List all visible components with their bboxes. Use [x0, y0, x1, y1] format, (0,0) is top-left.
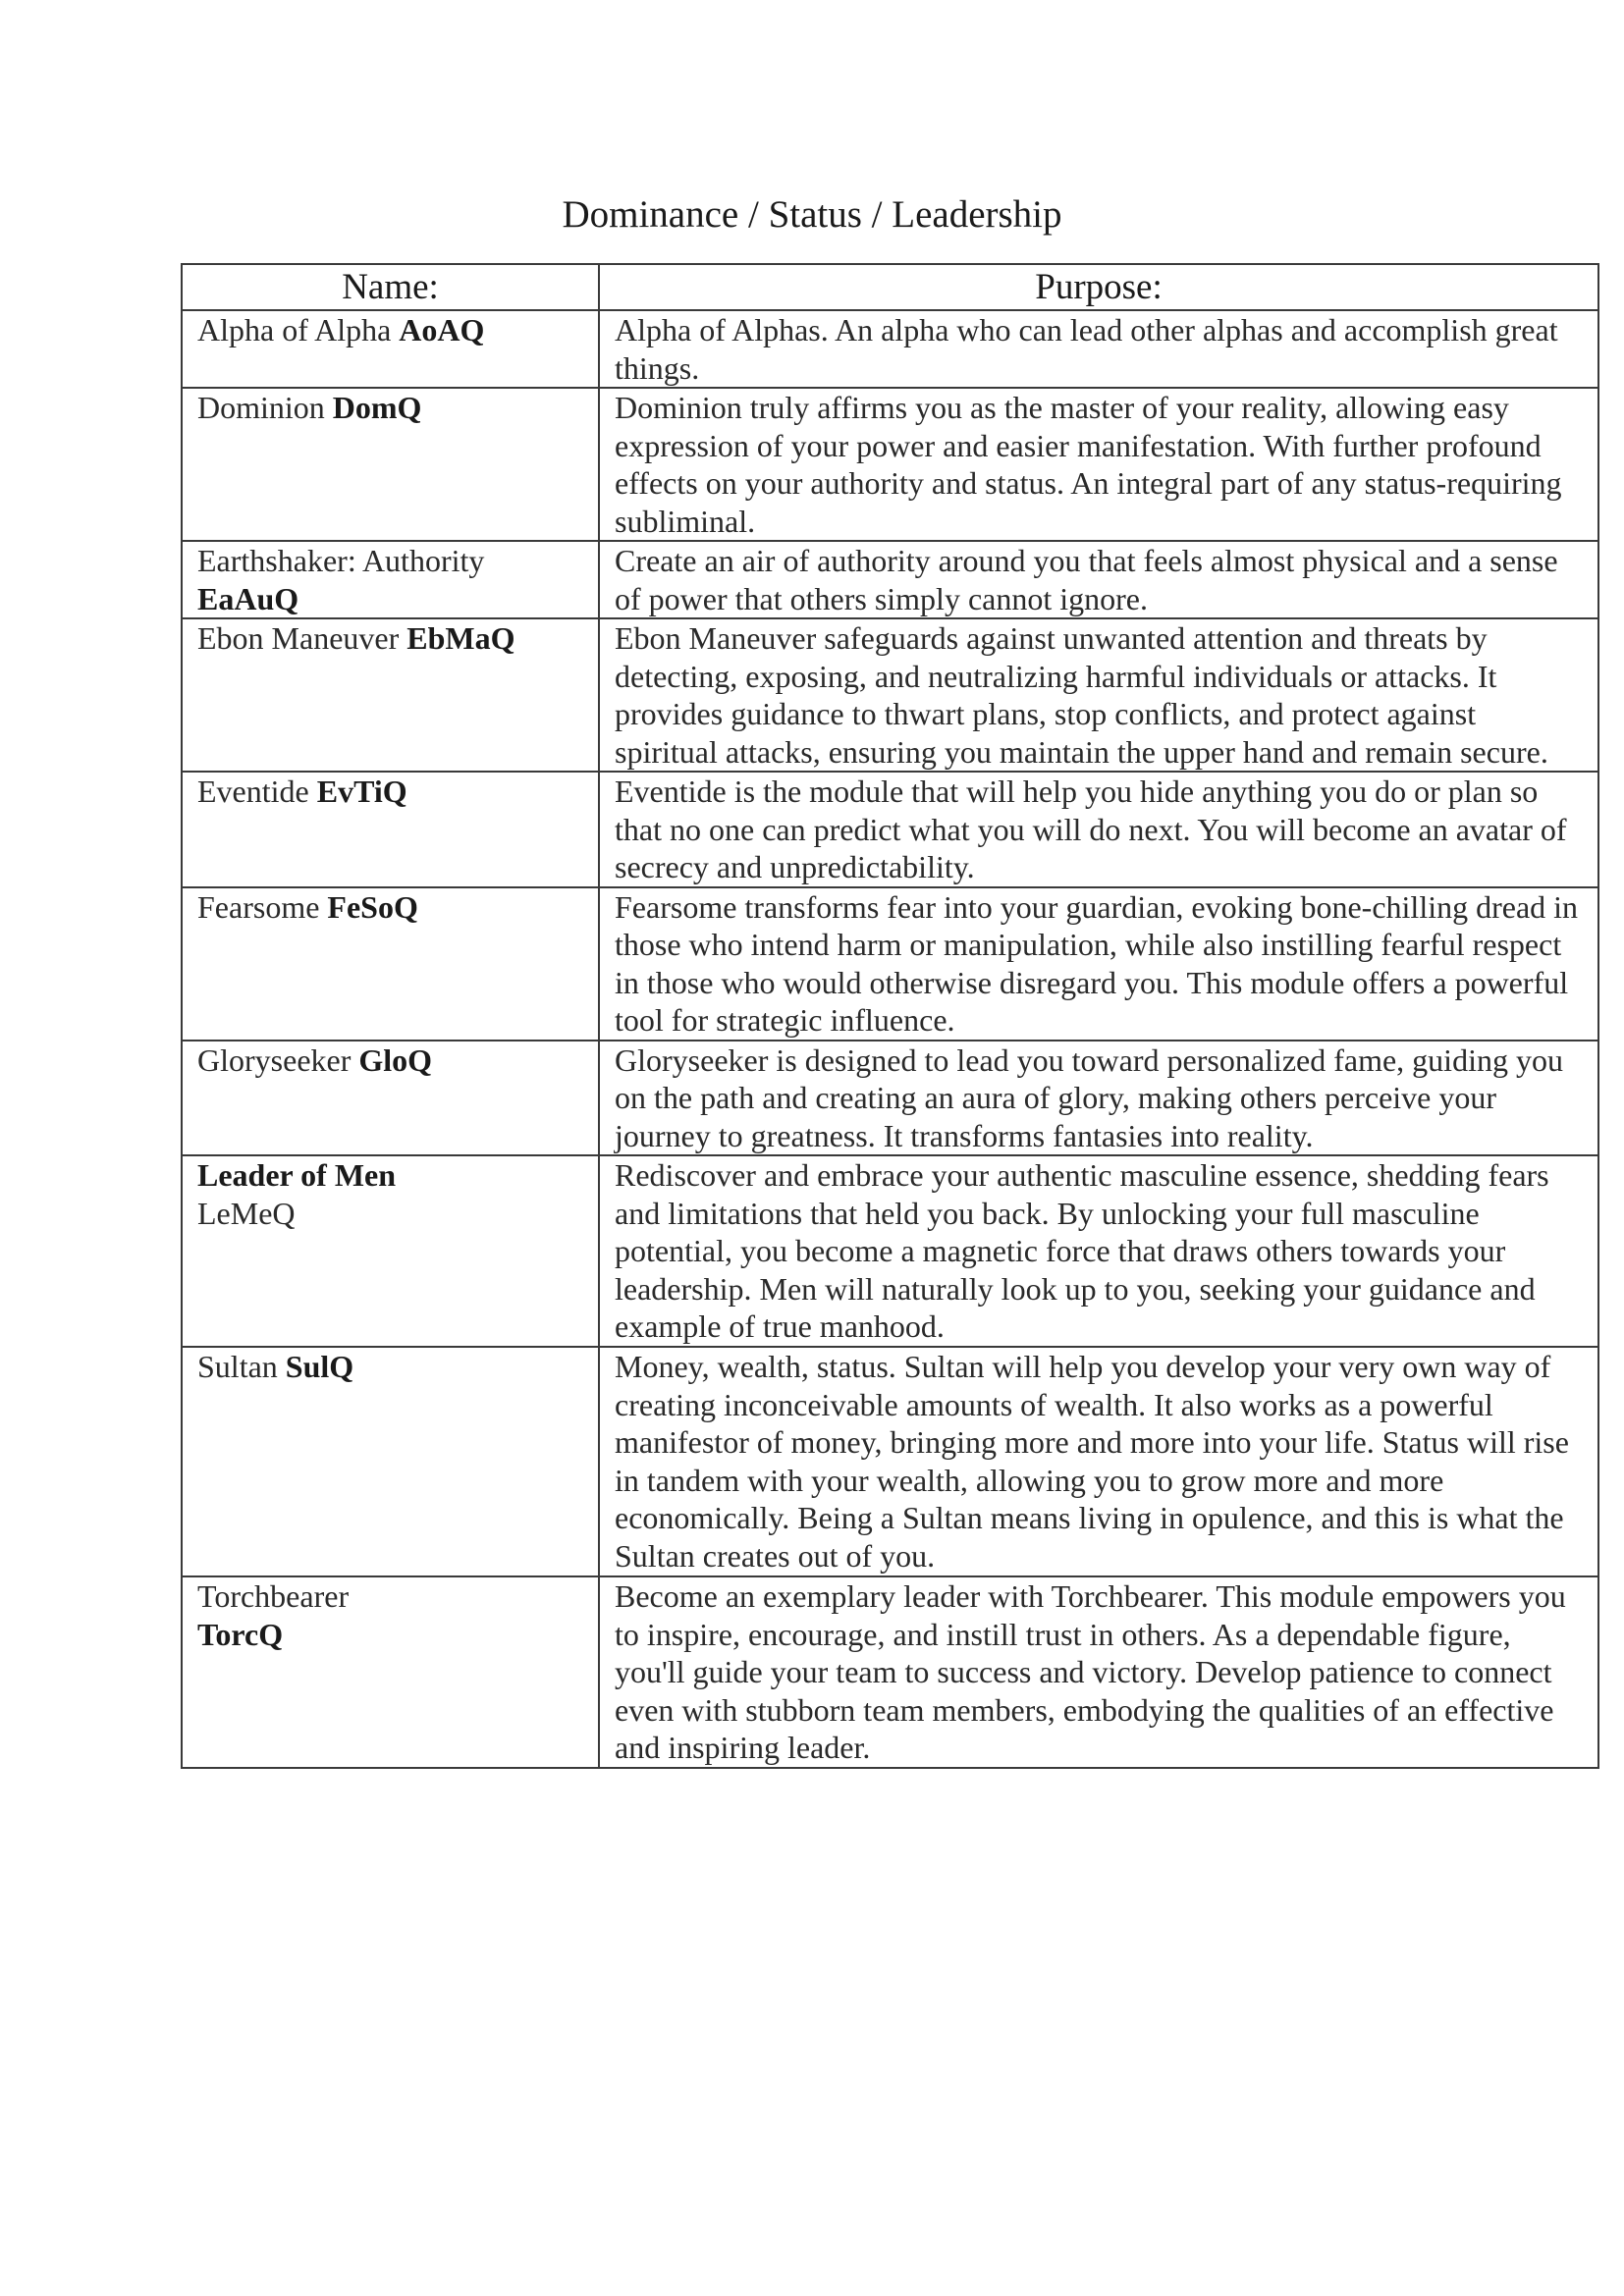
- module-code: AoAQ: [399, 312, 485, 347]
- module-code: TorcQ: [197, 1616, 284, 1652]
- name-cell: [182, 388, 599, 541]
- modules-table: [181, 263, 1599, 1769]
- table-header-row: [182, 264, 1598, 310]
- table-row: [182, 618, 1598, 772]
- purpose-cell: Alpha of Alphas. An alpha who can lead other alphas and accomplish great things.: [599, 310, 1598, 388]
- name-cell: [182, 310, 599, 388]
- module-code: LeMeQ: [197, 1195, 296, 1231]
- purpose-cell: Money, wealth, status. Sultan will help you develop your very own way of creating inconceivable amounts of wealth. It also works as a powerful manifestor of money, bringing more and more into your life. Status will rise in tandem with your wealth, allowing you to grow more and more economically. Being a Sultan means living in opulence, and this is what the Sultan creates out of you.: [599, 1347, 1598, 1576]
- module-code: GloQ: [358, 1041, 433, 1078]
- table-row: [182, 1041, 1598, 1156]
- table-row: [182, 541, 1598, 618]
- purpose-cell: Rediscover and embrace your authentic masculine essence, shedding fears and limitations that held you back. By unlocking your full masculine potential, you become a magnetic force that draws others towards your leadership. Men will naturally look up to you, seeking your guidance and example of true manhood.: [599, 1155, 1598, 1347]
- name-cell: [182, 1155, 599, 1347]
- purpose-cell: Eventide is the module that will help you hide anything you do or plan so that no one can predict what you will do next. You will become an avatar of secrecy and unpredictability.: [599, 772, 1598, 887]
- table-row: [182, 310, 1598, 388]
- module-name: Ebon Maneuver: [197, 620, 400, 656]
- name-cell: [182, 772, 599, 887]
- module-name: Eventide: [197, 774, 309, 809]
- table-row: [182, 388, 1598, 541]
- header-purpose: Purpose:: [599, 264, 1598, 310]
- purpose-cell: Create an air of authority around you that feels almost physical and a sense of power that others simply cannot ignore.: [599, 541, 1598, 618]
- module-name: Gloryseeker: [197, 1041, 352, 1078]
- module-code: EvTiQ: [316, 774, 407, 809]
- name-cell: [182, 887, 599, 1041]
- name-cell: [182, 1041, 599, 1156]
- table-row: [182, 1576, 1598, 1768]
- module-code: FeSoQ: [327, 888, 418, 925]
- purpose-cell: Fearsome transforms fear into your guardian, evoking bone-chilling dread in those who intend harm or manipulation, while also instilling fearful respect in those who would otherwise disregard you. This module offers a powerful tool for strategic influence.: [599, 887, 1598, 1041]
- module-code: EaAuQ: [197, 580, 299, 616]
- header-name: Name:: [182, 264, 599, 310]
- table-row: [182, 887, 1598, 1041]
- table-row: [182, 1347, 1598, 1576]
- purpose-cell: Dominion truly affirms you as the master of your reality, allowing easy expression of your power and easier manifestation. With further profound effects on your authority and status. An integral part of any status-requiring subliminal.: [599, 388, 1598, 541]
- module-code: DomQ: [332, 390, 422, 425]
- module-code: EbMaQ: [406, 620, 515, 656]
- table-row: [182, 772, 1598, 887]
- purpose-cell: Ebon Maneuver safeguards against unwanted attention and threats by detecting, exposing, and neutralizing harmful individuals or attacks. It provides guidance to thwart plans, stop conflicts, and protect against spiritual attacks, ensuring you maintain the upper hand and remain secure.: [599, 618, 1598, 772]
- module-code: SulQ: [285, 1349, 354, 1384]
- module-name: Earthshaker: Authority: [197, 543, 485, 578]
- name-cell: [182, 618, 599, 772]
- module-name: Torchbearer: [197, 1578, 350, 1614]
- purpose-cell: Gloryseeker is designed to lead you toward personalized fame, guiding you on the path and creating an aura of glory, making others perceive your journey to greatness. It transforms fantasies into reality.: [599, 1041, 1598, 1156]
- module-name: Dominion: [197, 390, 325, 425]
- name-cell: [182, 1576, 599, 1768]
- module-name: Fearsome: [197, 888, 320, 925]
- table-row: [182, 1155, 1598, 1347]
- name-cell: [182, 541, 599, 618]
- name-cell: [182, 1347, 599, 1576]
- module-name: Sultan: [197, 1349, 278, 1384]
- page-title: Dominance / Status / Leadership: [562, 193, 1062, 236]
- module-name: Leader of Men: [197, 1157, 397, 1193]
- purpose-cell: Become an exemplary leader with Torchbearer. This module empowers you to inspire, encourage, and instill trust in others. As a dependable figure, you'll guide your team to success and victory. Develop patience to connect even with stubborn team members, embodying the qualities of an effective and inspiring leader.: [599, 1576, 1598, 1768]
- module-name: Alpha of Alpha: [197, 312, 392, 347]
